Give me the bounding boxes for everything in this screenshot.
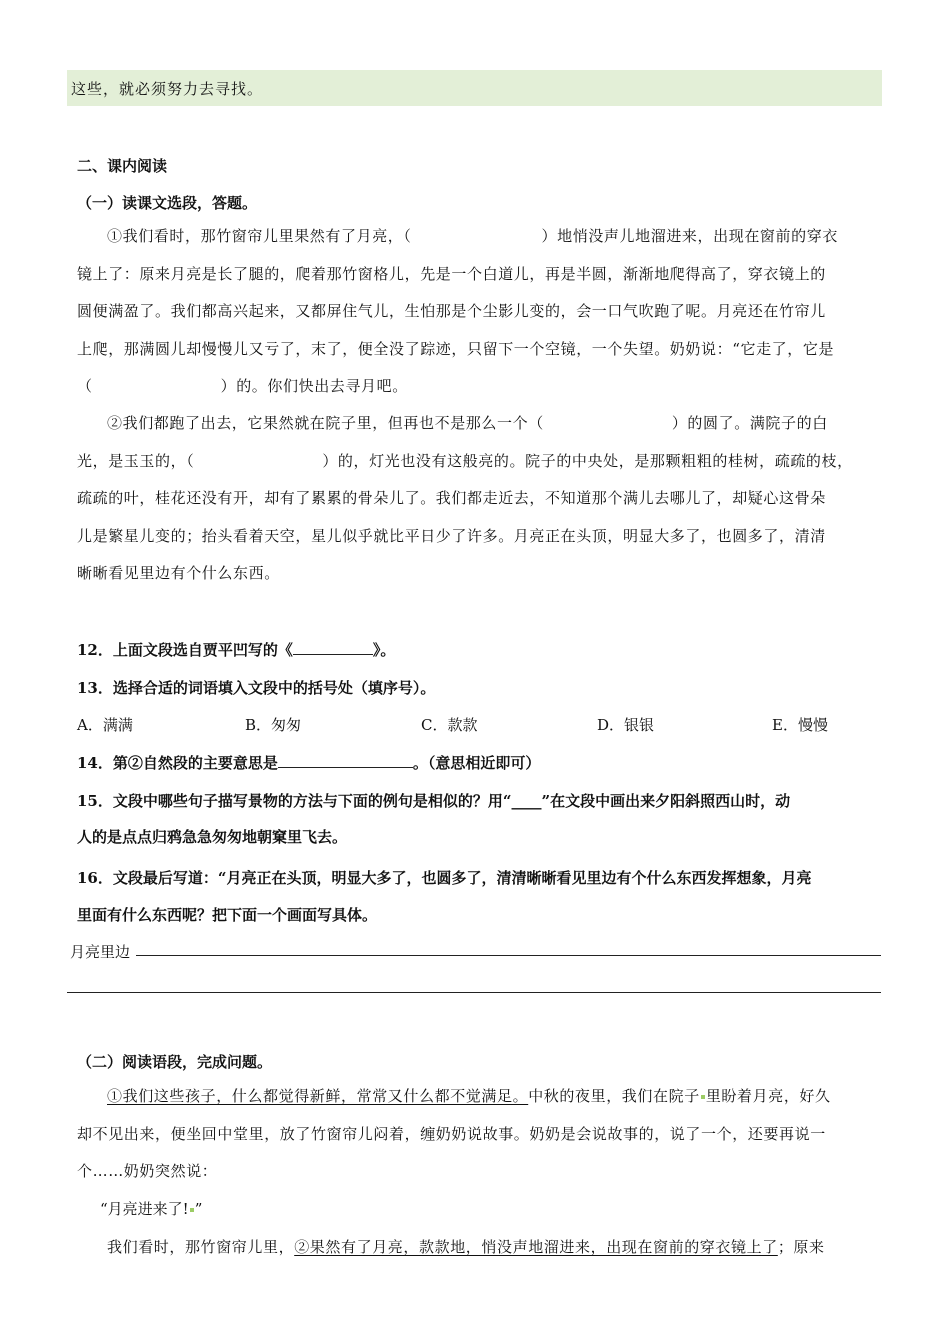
question-15-line-2: 人的是点点归鸦急急匆匆地朝窠里飞去。	[77, 828, 348, 846]
option-b: B．匆匆	[245, 716, 302, 734]
banner-text: 这些，就必须努力去寻找。	[71, 80, 264, 98]
option-d: D．银银	[597, 716, 655, 734]
q12-answer-blank[interactable]	[293, 640, 373, 655]
part2-para1-line-1: ①我们这些孩子，什么都觉得新鲜，常常又什么都不觉满足。中秋的夜里，我们在院子 里盼着月亮，好久	[107, 1087, 831, 1105]
part2-paragraph-1	[77, 1078, 882, 1191]
para2-line-3: 疏疏的叶，桂花还没有开，却有了累累的骨朵儿了。我们都走近去，不知道那个满儿去哪儿了，却疑心这骨朵	[77, 489, 826, 508]
para2-line-2: 光，是玉玉的，（ ）的，灯光也没有这般亮的。院子的中央处，是那颗粗粗的桂树，疏疏的枝，	[77, 451, 853, 470]
answer-line-1[interactable]	[136, 955, 881, 956]
para2-line-4: 儿是繁星儿变的；抬头看着天空，星儿似乎就比平日少了许多。月亮正在头顶，明显大多了，也圆多了，清清	[77, 526, 826, 545]
part2-title: （二）阅读语段，完成问题。	[77, 1053, 273, 1071]
option-c: C．款款	[421, 716, 478, 734]
para2-line-5: 晰晰看见里边有个什么东西。	[77, 564, 280, 583]
dialogue-quote: “月亮进来了! ”	[100, 1200, 203, 1218]
answer-prefix: 月亮里边	[70, 943, 131, 961]
section-title: 二、课内阅读	[77, 157, 168, 175]
option-e: E．慢慢	[772, 716, 828, 734]
part2-para1-line-3: 个……奶奶突然说：	[77, 1162, 218, 1181]
para1-line-5: （ ）的。你们快出去寻月吧。	[77, 377, 408, 396]
para1-line-3: 圆便满盈了。我们都高兴起来，又都屏住气儿，生怕那是个尘影儿变的，会一口气吹跑了呢。月亮还在竹帘儿	[77, 302, 826, 321]
para1-line-1: ①我们看时，那竹窗帘儿里果然有了月亮，（ ）地悄没声儿地溜进来，出现在窗前的穿衣	[107, 227, 838, 245]
para2-line-1: ②我们都跑了出去，它果然就在院子里，但再也不是那么一个（ ）的圆了。满院子的白	[107, 414, 828, 432]
answer-line-2[interactable]	[67, 992, 881, 993]
reading-paragraph-1	[77, 218, 882, 406]
q14-answer-blank[interactable]	[278, 753, 413, 768]
question-13: 13．选择合适的词语填入文段中的括号处（填序号）。	[77, 679, 436, 697]
option-a: A．满满	[77, 716, 133, 734]
edit-mark	[701, 1095, 705, 1099]
question-12: 12．上面文段选自贾平凹写的《 》。	[77, 641, 396, 659]
reading-paragraph-2	[77, 405, 882, 593]
question-16-line-1: 16．文段最后写道：“月亮正在头顶，明显大多了，也圆多了，清清晰晰看见里边有个什么东西发挥想象，月亮	[77, 869, 812, 887]
question-15-line-1: 15．文段中哪些句子描写景物的方法与下面的例句是相似的？用“____”在文段中画出来夕阳斜照西山时，动	[77, 792, 791, 810]
para1-line-2: 镜上了：原来月亮是长了腿的，爬着那竹窗格儿，先是一个白道儿，再是半圆，渐渐地爬得高了，穿衣镜上的	[77, 264, 826, 283]
question-14: 14．第②自然段的主要意思是 。（意思相近即可）	[77, 754, 541, 772]
part2-para1-line-2: 却不见出来，便坐回中堂里，放了竹窗帘儿闷着，缠奶奶说故事。奶奶是会说故事的，说了一个，还要再说一	[77, 1124, 826, 1143]
question-16-line-2: 里面有什么东西呢？把下面一个画面写具体。	[77, 906, 378, 924]
para1-line-4: 上爬，那满圆儿却慢慢儿又亏了，末了，便全没了踪迹，只留下一个空镜，一个失望。奶奶说：“它走了，它是	[77, 339, 835, 358]
part1-title: （一）读课文选段，答题。	[77, 194, 258, 212]
part2-last-line: 我们看时，那竹窗帘儿里，②果然有了月亮，款款地，悄没声地溜进来，出现在窗前的穿衣镜上了；原来	[107, 1238, 825, 1256]
edit-mark	[190, 1208, 194, 1212]
